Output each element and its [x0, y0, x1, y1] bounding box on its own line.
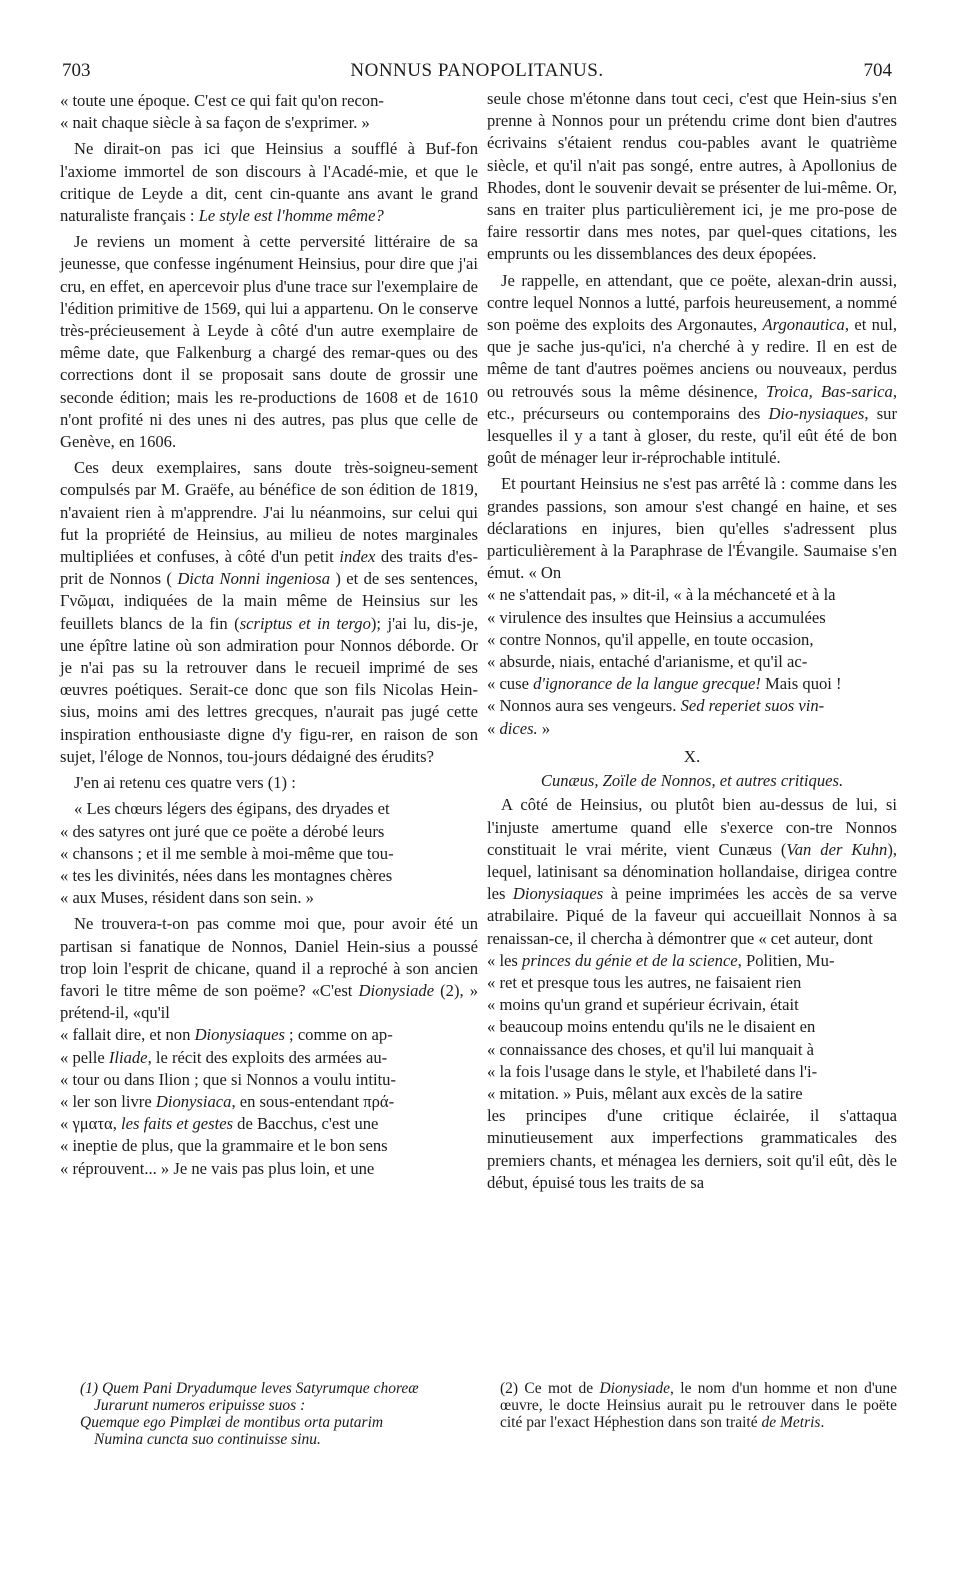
quote-line: « des satyres ont juré que ce poëte a dérobé leurs [60, 821, 385, 841]
text-run: « γματα, [60, 1114, 122, 1134]
text-run: de Bacchus, c'est une [233, 1114, 379, 1134]
text-run: , le récit des exploits des armées au- [147, 1047, 388, 1067]
text-run: ; comme on ap- [284, 1025, 393, 1045]
paragraph [60, 913, 478, 1024]
quote-line [487, 950, 897, 972]
italic-run: Le style est l'homme même? [198, 206, 384, 226]
italic-run: Iliade [108, 1047, 148, 1067]
quote-line [487, 695, 897, 717]
paragraph [60, 138, 478, 227]
quote-line: « ne s'attendait pas, » dit-il, « à la méchanceté et à la [487, 585, 836, 605]
footnote-1 [80, 1380, 460, 1448]
paragraph: seule chose m'étonne dans tout ceci, c'est que Hein-sius s'en prenne à Nonnos pour un prétendu crime dont bien d'autres écrivains s'étaient rendus cou-pables avant le quatrième siècle, et qu'il n'ait pas songé, entre autres, à Apollonius de Rhodes, dont le souvenir devait se présenter de lui-même. Or, sans en traiter plus particulièrement ici, je me pro-pose de faire ressortir dans mes notes, par quel-ques citations, les emprunts ou les dissemblances des deux épopées. [487, 89, 897, 264]
quote-line [60, 1113, 478, 1135]
italic-run: Troica, Bas-sarica [765, 381, 893, 401]
heinsius-quote [60, 1024, 478, 1179]
italic-run: Dionysiaques [512, 884, 604, 904]
quote-line: « connaissance des choses, et qu'il lui manquait à [487, 1039, 814, 1059]
footnote-line: Jurarunt numeros eripuisse suos : [94, 1397, 306, 1414]
text-run: , en sous-entendant πρά- [231, 1091, 395, 1111]
italic-run: scriptus et in tergo [239, 613, 371, 633]
running-title: NONNUS PANOPOLITANUS. [350, 60, 604, 81]
text-run: « pelle [60, 1047, 109, 1067]
italic-run: Sed reperiet suos vin- [680, 696, 825, 716]
text-run: à peine imprimées les accès de sa verve atrabilaire. Piqué de la faveur qui accueillait Nonnos à sa renaissan-ce, il chercha à démontrer que « cet auteur, dont [487, 884, 897, 948]
text-run: , sur lesquelles il y a tant à gloser, du reste, qu'il eût été de bon goût de ménager leur ir-réprochable intitulé. [487, 403, 897, 468]
quote-line: « Les chœurs légers des égipans, des dryades et [74, 799, 390, 819]
text-run: des traits d'es-prit de Nonnos ( [60, 547, 478, 589]
quote-line: « absurde, niais, entaché d'arianisme, et qu'il ac- [487, 652, 808, 672]
italic-run: de Metris [761, 1414, 821, 1431]
italic-run: Dionysiade [599, 1380, 671, 1397]
running-header [62, 60, 892, 86]
italic-run: dices. [499, 718, 538, 738]
right-column [487, 88, 897, 1198]
text-run: ), lequel, latinisant sa dénomination hollandaise, dirigea contre les [487, 839, 898, 904]
quote-line: « tes les divinités, nées dans les montagnes chères [60, 865, 393, 885]
text-run: « [487, 718, 500, 738]
italic-run: d'ignorance de la langue grecque! [533, 674, 761, 694]
quote-line: « virulence des insultes que Heinsius a accumulées [487, 607, 826, 627]
footnote-line: Numina cuncta suo continuisse sinu. [94, 1431, 321, 1448]
text-run: « les [487, 950, 523, 970]
section-number: X. [683, 746, 701, 766]
quote-line: « toute une époque. C'est ce qui fait qu'on recon- [60, 91, 384, 110]
quote-line: « réprouvent... » Je ne vais pas plus loin, et une [60, 1158, 375, 1178]
text-run: (2), » prétend-il, «qu'il [60, 980, 479, 1023]
text-run: « fallait dire, et non [60, 1025, 195, 1045]
paragraph: Et pourtant Heinsius ne s'est pas arrêté là : comme dans les grandes passions, son amour s'est changé en haine, et ses déclarations en injures, bien qu'elles s'adressent plus particulièrement à la Paraphrase de l'Évangile. Saumaise s'en émut. « On [487, 474, 897, 583]
quote-line [487, 718, 897, 740]
italic-run: index [339, 547, 376, 567]
quote-line [60, 1091, 478, 1113]
saumaise-quote [487, 584, 897, 739]
quote-line: « la fois l'usage dans le style, et l'habileté dans l'i- [487, 1061, 818, 1081]
paragraph [487, 270, 897, 470]
footnote-line: (1) Quem Pani Dryadumque leves Satyrumque choreæ [80, 1380, 419, 1397]
text-run: ) et de ses sentences, Γνῶμαι, indiquées de la main même de Heinsius sur les feuillets blancs de la fin ( [60, 569, 478, 633]
italic-run: Dionysiaques [194, 1025, 285, 1045]
italic-run: Dionysiaca [155, 1091, 232, 1111]
quote-line: « ret et presque tous les autres, ne faisaient rien [487, 972, 802, 992]
quote-line: « tour ou dans Ilion ; que si Nonnos a voulu intitu- [60, 1069, 396, 1089]
paragraph [487, 794, 897, 949]
text-run: (2) Ce mot de [500, 1380, 600, 1397]
text-run: Mais quoi ! [760, 674, 842, 694]
text-run: , et nul, que je sache jus-qu'ici, n'a cherché à y redire. Il en est de même de tant d'autres poëmes anciens ou nouveaux, perdus ou retrouvés sous la même désinence, [487, 315, 897, 401]
footnote-2 [500, 1380, 897, 1431]
footnote-line: Quemque ego Pimplæi de montibus orta putarim [80, 1414, 384, 1431]
text-run: ); j'ai lu, dis-je, une épître latine où son admiration pour Nonnos déborde. Or je n'ai pas su la retrouver dans le recueil imprimé de ses œuvres poétiques. Serait-ce donc que son fils Nicolas Hein-sius, moins ami des lettres grecques, n'aurait pas jugé cette inspiration enthousiaste digne d'y figu-rer, en raison de son sujet, l'éloge de Nonnos, tou-jours dédaigné des érudits? [60, 613, 478, 766]
cunaeus-quote [487, 950, 897, 1105]
text-run: Ne dirait-on pas ici que Heinsius a soufflé à Buf-fon l'axiome immortel de son discours à l'Acadé-mie, et que le critique de Leyde a dit, cent cin-quante ans avant le grand naturaliste français : [60, 139, 478, 226]
quote-line: « moins qu'un grand et supérieur écrivain, était [487, 995, 799, 1015]
italic-run: princes du génie et de la science [522, 950, 738, 970]
text-run: « cuse [487, 674, 534, 694]
text-run: , etc., précurseurs ou contemporains des [487, 381, 897, 423]
quote-line: « mitation. » Puis, mêlant aux excès de la satire [487, 1083, 803, 1103]
quote-continuation [60, 90, 478, 134]
text-run: , Politien, Mu- [737, 950, 835, 970]
quote-line: « nait chaque siècle à sa façon de s'exprimer. » [60, 113, 370, 133]
quote-line: « chansons ; et il me semble à moi-même que tou- [60, 843, 394, 863]
italic-run: Van der Kuhn [786, 839, 888, 859]
page-number-right: 704 [863, 60, 892, 81]
text-run: « Nonnos aura ses vengeurs. [487, 696, 681, 716]
quote-line: « aux Muses, résident dans son sein. » [60, 888, 314, 908]
verse-translation-quote [60, 798, 478, 909]
text-run: , le nom d'un homme et non d'une œuvre, le docte Heinsius aurait pu le retrouver dans le poëte cité par l'exact Héphestion dans son traité [500, 1380, 897, 1431]
section-title: Cunæus, Zoïle de Nonnos, et autres critiques. [540, 771, 844, 791]
quote-line [60, 1024, 478, 1046]
quote-line: « ineptie de plus, que la grammaire et le bon sens [60, 1136, 388, 1156]
paragraph: les principes d'une critique éclairée, il s'attaqua minutieusement aux imperfections grammaticales des premiers chants, et ménagea les derniers, soit qu'il eût, dès le début, épuisé tous les traits de sa [487, 1106, 897, 1192]
paragraph [60, 457, 478, 768]
quote-line: « contre Nonnos, qu'il appelle, en toute occasion, [487, 629, 814, 649]
quote-line: « beaucoup moins entendu qu'ils ne le disaient en [487, 1017, 816, 1037]
paragraph: J'en ai retenu ces quatre vers (1) : [74, 773, 296, 793]
page-number-left: 703 [62, 60, 91, 81]
text-run: « ler son livre [60, 1091, 156, 1111]
text-run: Ne trouvera-t-on pas comme moi que, pour avoir été un partisan si fanatique de Nonnos, Daniel Hein-sius a poussé trop loin l'esprit de chicane, quand il a reproché à son ancien favori le titre même de son poëme? «C'est [60, 914, 478, 1000]
paragraph: Je reviens un moment à cette perversité littéraire de sa jeunesse, que confesse ingénument Heinsius, pour dire que j'ai cru, en effet, en apercevoir plus d'une trace sur l'exemplaire de l'édition primitive de 1569, qui lui a appartenu. On le conserve très-précieusement à Leyde à côté d'un autre exemplaire de même date, que Falkenburg a chargé des remar-ques ou des corrections dont il se proposait sans doute de grossir une seconde édition; mais les re-productions de 1608 et de 1610 n'ont profité ni des unes ni des autres, pas plus que celle de Genève, en 1606. [60, 232, 478, 452]
text-run: Je rappelle, en attendant, que ce poëte, alexan-drin aussi, contre lequel Nonnos a lutté, parfois heureusement, a nommé son poëme des exploits des Argonautes, [487, 270, 897, 335]
italic-run: les faits et gestes [121, 1114, 234, 1134]
italic-run: Dionysiade [358, 980, 435, 1000]
left-column [60, 88, 478, 1184]
text-run: Ces deux exemplaires, sans doute très-soigneu-sement compulsés par M. Graëfe, au bénéfice de son édition de 1819, n'avaient rien à m'apprendre. J'ai lu néanmoins, sur celui qui fut la propriété de Heinsius, au milieu de notes marginales multipliées et confuses, à côté d'un petit [60, 458, 478, 567]
quote-line [487, 673, 897, 695]
italic-run: Argonautica [762, 315, 845, 335]
italic-run: Dicta Nonni ingeniosa [177, 569, 330, 589]
text-run: . [820, 1414, 825, 1431]
quote-line [60, 1047, 478, 1069]
text-run: » [537, 718, 551, 738]
text-run: A côté de Heinsius, ou plutôt bien au-dessus de lui, si l'injuste amertume quand elle s'exerce con-tre Nonnos constituait le vrai mérite, vient Cunæus ( [487, 795, 897, 859]
italic-run: Dio-nysiaques [768, 403, 865, 423]
